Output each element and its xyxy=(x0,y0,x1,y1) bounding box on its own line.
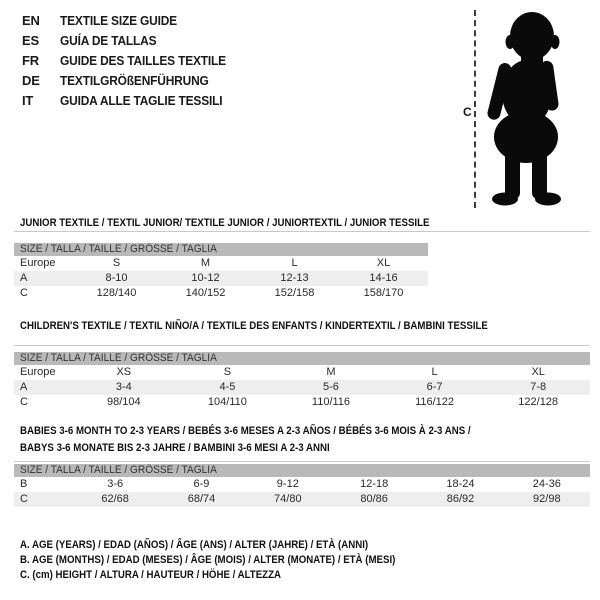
language-title: TEXTILE SIZE GUIDE xyxy=(60,13,177,28)
row-label: C xyxy=(20,396,28,408)
size-cell: L xyxy=(291,257,298,269)
language-title: GUÍA DE TALLAS xyxy=(60,33,157,48)
footnote-b xyxy=(20,553,447,568)
table-size-header-text: SIZE / TALLA / TAILLE / GRÖSSE / TAGLIA xyxy=(20,352,217,364)
language-title: GUIDA ALLE TAGLIE TESSILI xyxy=(60,93,223,108)
table-row-age xyxy=(14,380,590,395)
table-row-height xyxy=(14,492,590,507)
age-cell: 3-6 xyxy=(107,478,124,490)
height-cell: 92/98 xyxy=(533,493,561,505)
section-title-children xyxy=(20,320,552,333)
footnote-legend xyxy=(20,538,447,583)
divider-rule xyxy=(14,461,590,462)
divider-rule xyxy=(14,231,590,232)
row-label: Europe xyxy=(20,366,56,378)
height-dashed-line xyxy=(474,10,476,208)
age-cell: 7-8 xyxy=(530,381,547,393)
footnote-text: B. AGE (MONTHS) / EDAD (MESES) / ÂGE (MOIS) / ALTER (MONATE) / ETÀ (MESI) xyxy=(20,554,396,566)
section-title-babies-line2 xyxy=(20,442,372,455)
language-row-fr xyxy=(22,51,240,71)
row-label: A xyxy=(20,381,28,393)
height-cell: 152/158 xyxy=(274,287,315,299)
table-size-header xyxy=(14,352,590,365)
language-title: TEXTILGRÖßENFÜHRUNG xyxy=(60,73,209,88)
section-title-text: BABYS 3-6 MONATE BIS 2-3 JAHRE / BAMBINI 3-6 MESI A 2-3 ANNI xyxy=(20,442,330,454)
height-cell: 80/86 xyxy=(360,493,388,505)
language-title-list xyxy=(22,11,240,111)
footnote-c xyxy=(20,568,447,583)
table-row-height xyxy=(14,286,428,301)
height-cell: 116/122 xyxy=(415,396,455,408)
language-code: FR xyxy=(22,53,39,68)
babies-size-table xyxy=(14,464,590,507)
height-cell: 128/140 xyxy=(96,287,137,299)
height-cell: 110/116 xyxy=(311,396,351,408)
height-cell: 122/128 xyxy=(518,396,559,408)
section-title-text: CHILDREN'S TEXTILE / TEXTIL NIÑO/A / TEXTILE DES ENFANTS / KINDERTEXTIL / BAMBINI TESSILE xyxy=(20,320,488,332)
size-cell: L xyxy=(431,366,438,378)
height-cell: 98/104 xyxy=(106,396,141,408)
table-size-header-text: SIZE / TALLA / TAILLE / GRÖSSE / TAGLIA xyxy=(20,464,217,476)
baby-silhouette xyxy=(482,11,564,207)
language-code: IT xyxy=(22,93,34,108)
language-row-de xyxy=(22,71,240,91)
size-cell: XL xyxy=(531,366,545,378)
age-cell: 12-13 xyxy=(280,272,309,284)
age-cell: 9-12 xyxy=(276,478,299,490)
language-title: GUIDE DES TAILLES TEXTILE xyxy=(60,53,226,68)
children-size-table xyxy=(14,352,590,410)
table-row-age xyxy=(14,271,428,286)
table-size-header-text: SIZE / TALLA / TAILLE / GRÖSSE / TAGLIA xyxy=(20,243,217,255)
height-cell: 74/80 xyxy=(274,493,302,505)
row-label: C xyxy=(20,287,28,299)
height-cell: 140/152 xyxy=(185,287,226,299)
section-title-text: JUNIOR TEXTILE / TEXTIL JUNIOR/ TEXTILE JUNIOR / JUNIORTEXTIL / JUNIOR TESSILE xyxy=(20,217,430,229)
section-title-babies-line1 xyxy=(20,425,532,438)
section-title-text: BABIES 3-6 MONTH TO 2-3 YEARS / BEBÉS 3-6 MESES A 2-3 AÑOS / BÉBÉS 3-6 MOIS À 2-3 ANS / xyxy=(20,425,471,437)
language-code: EN xyxy=(22,13,40,28)
table-row-height xyxy=(14,395,590,410)
row-label: B xyxy=(20,478,28,490)
height-cell: 104/110 xyxy=(207,396,247,408)
age-cell: 5-6 xyxy=(323,381,339,393)
age-cell: 6-9 xyxy=(193,478,210,490)
table-size-header xyxy=(14,464,590,477)
row-label: C xyxy=(20,493,28,505)
size-cell: XL xyxy=(376,257,391,269)
footnote-a xyxy=(20,538,447,553)
table-row-europe xyxy=(14,256,428,271)
height-cell: 86/92 xyxy=(446,493,475,505)
footnote-text: C. (cm) HEIGHT / ALTURA / HAUTEUR / HÖHE / ALTEZZA xyxy=(20,569,282,581)
size-cell: S xyxy=(223,366,232,378)
figure-height-label: C xyxy=(463,105,472,119)
row-label: Europe xyxy=(20,257,56,269)
language-row-en xyxy=(22,11,240,31)
height-cell: 68/74 xyxy=(187,493,216,505)
row-label: A xyxy=(20,272,28,284)
age-cell: 12-18 xyxy=(360,478,389,490)
age-cell: 6-7 xyxy=(426,381,443,393)
age-cell: 4-5 xyxy=(219,381,236,393)
section-title-junior xyxy=(20,217,485,230)
size-cell: XS xyxy=(116,366,132,378)
language-code: ES xyxy=(22,33,39,48)
language-row-es xyxy=(22,31,240,51)
size-cell: M xyxy=(326,366,336,378)
age-cell: 18-24 xyxy=(446,478,475,490)
divider-rule xyxy=(14,345,590,346)
height-cell: 62/68 xyxy=(101,493,129,505)
footnote-text: A. AGE (YEARS) / EDAD (AÑOS) / ÂGE (ANS) / ALTER (JAHRE) / ETÀ (ANNI) xyxy=(20,539,369,551)
age-cell: 14-16 xyxy=(369,272,398,284)
table-row-europe xyxy=(14,365,590,380)
age-cell: 10-12 xyxy=(191,272,220,284)
age-cell: 8-10 xyxy=(105,272,128,284)
age-cell: 24-36 xyxy=(532,478,561,490)
size-cell: M xyxy=(200,257,211,269)
language-row-it xyxy=(22,91,240,111)
size-cell: S xyxy=(112,257,121,269)
junior-size-table xyxy=(14,243,428,301)
table-size-header xyxy=(14,243,428,256)
table-row-age-months xyxy=(14,477,590,492)
age-cell: 3-4 xyxy=(115,381,132,393)
height-cell: 158/170 xyxy=(363,287,404,299)
language-code: DE xyxy=(22,73,40,88)
